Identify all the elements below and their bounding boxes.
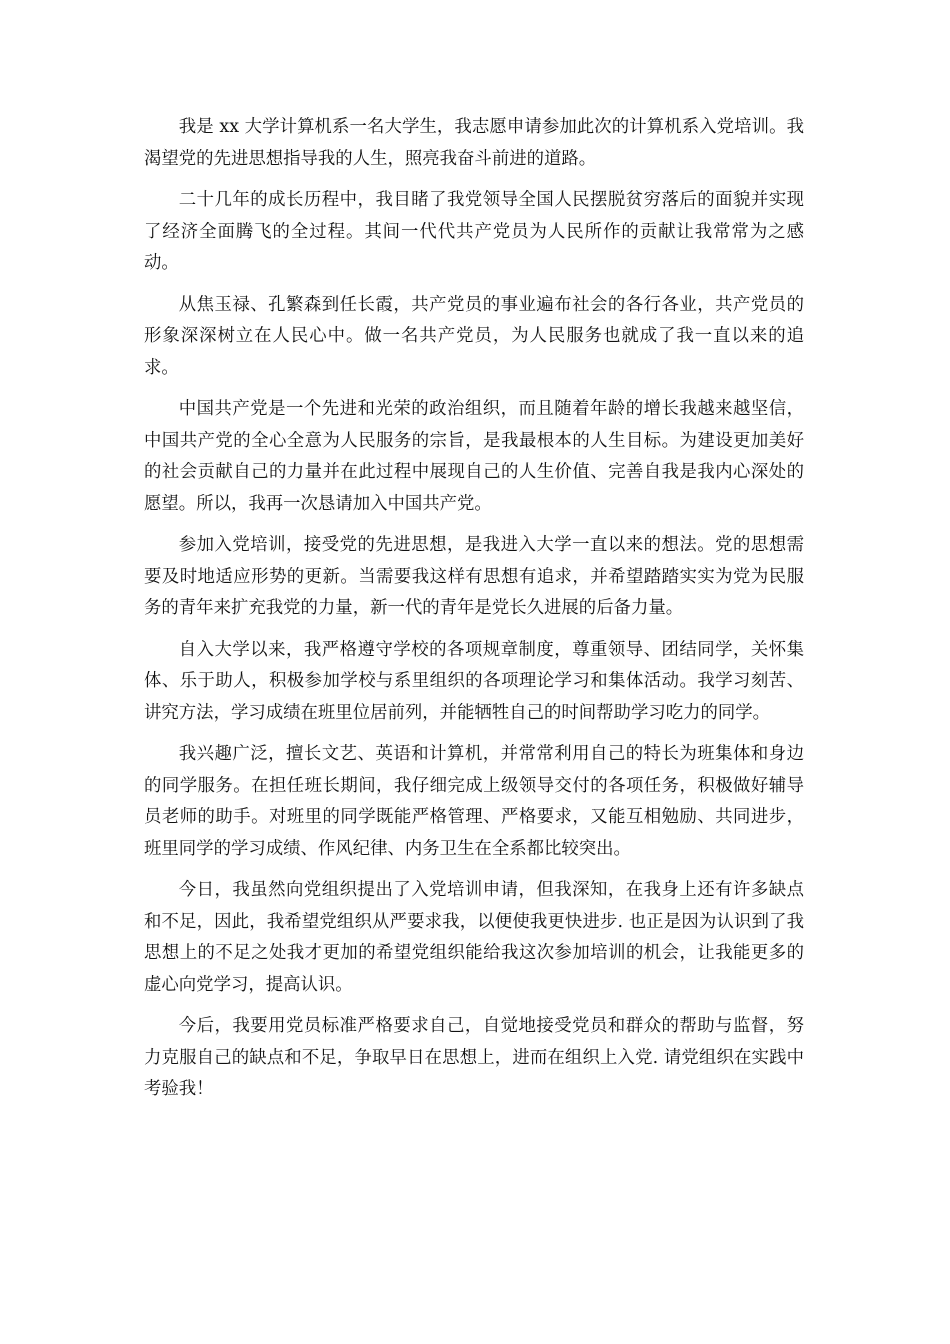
paragraph-4: 中国共产党是一个先进和光荣的政治组织，而且随着年龄的增长我越来越坚信，中国共产党的全心全意为人民服务的宗旨，是我最根本的人生目标。为建设更加美好的社会贡献自己的力量并在此过程中展现自己的人生价值、完善自我是我内心深处的愿望。所以，我再一次恳请加入中国共产党。 [144,399,804,514]
paragraph-1: 我是 xx 大学计算机系一名大学生，我志愿申请参加此次的计算机系入党培训。我渴望党的先进思想指导我的人生，照亮我奋斗前进的道路。 [144,117,804,169]
document-body [144,112,804,1116]
paragraph-3: 从焦玉禄、孔繁森到任长霞，共产党员的事业遍布社会的各行各业，共产党员的形象深深树立在人民心中。做一名共产党员，为人民服务也就成了我一直以来的追求。 [144,294,804,378]
paragraph-8: 今日，我虽然向党组织提出了入党培训申请，但我深知，在我身上还有许多缺点和不足，因此，我希望党组织从严要求我，以便使我更快进步. 也正是因为认识到了我思想上的不足之处我才更加的希望党组织能给我这次参加培训的机会，让我能更多的虚心向党学习，提高认识。 [144,880,804,995]
paragraph-2: 二十几年的成长历程中，我目睹了我党领导全国人民摆脱贫穷落后的面貌并实现了经济全面腾飞的全过程。其间一代代共产党员为人民所作的贡献让我常常为之感动。 [144,190,804,273]
paragraph-5: 参加入党培训，接受党的先进思想，是我进入大学一直以来的想法。党的思想需要及时地适应形势的更新。当需要我这样有思想有追求，并希望踏踏实实为党为民服务的青年来扩充我党的力量，新一代的青年是党长久进展的后备力量。 [144,535,804,618]
paragraph-7: 我兴趣广泛，擅长文艺、英语和计算机，并常常利用自己的特长为班集体和身边的同学服务。在担任班长期间，我仔细完成上级领导交付的各项任务，积极做好辅导员老师的助手。对班里的同学既能严格管理、严格要求，又能互相勉励、共同进步，班里同学的学习成绩、作风纪律、内务卫生在全系都比较突出。 [144,744,804,859]
paragraph-9: 今后，我要用党员标准严格要求自己，自觉地接受党员和群众的帮助与监督，努力克服自己的缺点和不足，争取早日在思想上，进而在组织上入党. 请党组织在实践中考验我！ [144,1016,804,1099]
paragraph-6: 自入大学以来，我严格遵守学校的各项规章制度，尊重领导、团结同学，关怀集体、乐于助人，积极参加学校与系里组织的各项理论学习和集体活动。我学习刻苦、讲究方法，学习成绩在班里位居前列，并能牺牲自己的时间帮助学习吃力的同学。 [144,639,804,723]
